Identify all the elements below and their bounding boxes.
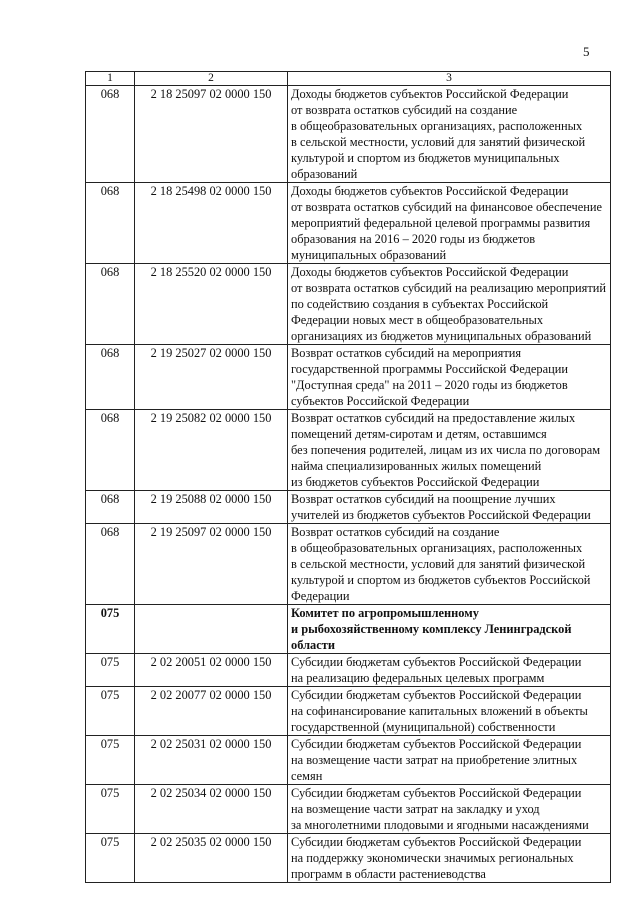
- description-text: Субсидии бюджетам субъектов Российской Федерации на поддержку экономически значимых региональных программ в области растениеводства: [291, 835, 582, 881]
- description-cell: [288, 86, 611, 183]
- table-row: [86, 654, 611, 687]
- description-cell: [288, 264, 611, 345]
- description-cell: [288, 491, 611, 524]
- revenue-code-cell: 2 02 20077 02 0000 150: [135, 687, 288, 736]
- description-cell: [288, 345, 611, 410]
- table-row: [86, 264, 611, 345]
- description-text: Субсидии бюджетам субъектов Российской Федерации на реализацию федеральных целевых программ: [291, 655, 582, 685]
- column-header-2: 2: [135, 72, 288, 86]
- description-text: Комитет по агропромышленному и рыбохозяйственному комплексу Ленинградской области: [291, 606, 572, 652]
- revenue-code-cell: 2 19 25027 02 0000 150: [135, 345, 288, 410]
- table-header-row: [86, 72, 611, 86]
- revenue-codes-table: [85, 71, 611, 883]
- description-cell: [288, 410, 611, 491]
- admin-code-cell: 075: [86, 605, 135, 654]
- description-text: Доходы бюджетов субъектов Российской Федерации от возврата остатков субсидий на финансовое обеспечение мероприятий федеральной целевой программы развития образования на 2016 – 2020 годы из бюджетов муниципальных образований: [291, 184, 602, 262]
- revenue-code-cell: 2 18 25097 02 0000 150: [135, 86, 288, 183]
- description-text: Субсидии бюджетам субъектов Российской Федерации на софинансирование капитальных вложений в объекты государственной (муниципальной) собственности: [291, 688, 588, 734]
- description-cell: [288, 687, 611, 736]
- admin-code-cell: 068: [86, 524, 135, 605]
- description-cell: [288, 183, 611, 264]
- revenue-code-cell: 2 19 25088 02 0000 150: [135, 491, 288, 524]
- table-row: [86, 491, 611, 524]
- admin-code-cell: 075: [86, 785, 135, 834]
- admin-code-cell: 068: [86, 491, 135, 524]
- description-text: Доходы бюджетов субъектов Российской Федерации от возврата остатков субсидий на создание в общеобразовательных организациях, расположенных в сельской местности, условий для занятий физической культурой и спортом из бюджетов муниципальных образований: [291, 87, 586, 181]
- revenue-code-cell: 2 02 25034 02 0000 150: [135, 785, 288, 834]
- table-row: [86, 687, 611, 736]
- description-cell: [288, 785, 611, 834]
- description-cell: [288, 834, 611, 883]
- admin-code-cell: 075: [86, 834, 135, 883]
- description-text: Субсидии бюджетам субъектов Российской Федерации на возмещение части затрат на приобретение элитных семян: [291, 737, 582, 783]
- revenue-code-cell: [135, 605, 288, 654]
- table-row: [86, 86, 611, 183]
- table-row: [86, 183, 611, 264]
- description-text: Возврат остатков субсидий на создание в общеобразовательных организациях, расположенных в сельской местности, условий для занятий физической культурой и спортом из бюджетов субъектов Российской Федерации: [291, 525, 591, 603]
- admin-code-cell: 068: [86, 345, 135, 410]
- description-text: Доходы бюджетов субъектов Российской Федерации от возврата остатков субсидий на реализацию мероприятий по содействию создания в субъектах Российской Федерации новых мест в общеобразовательных организациях из бюджетов муниципальных образований: [291, 265, 607, 343]
- column-header-3: 3: [288, 72, 611, 86]
- admin-code-cell: 075: [86, 736, 135, 785]
- column-header-1: 1: [86, 72, 135, 86]
- admin-code-cell: 075: [86, 687, 135, 736]
- admin-code-cell: 068: [86, 410, 135, 491]
- table-row: [86, 410, 611, 491]
- admin-code-cell: 068: [86, 86, 135, 183]
- description-cell: [288, 654, 611, 687]
- revenue-code-cell: 2 19 25082 02 0000 150: [135, 410, 288, 491]
- description-text: Возврат остатков субсидий на мероприятия государственной программы Российской Федерации "Доступная среда" на 2011 – 2020 годы из бюджетов субъектов Российской Федерации: [291, 346, 568, 408]
- table-row: [86, 345, 611, 410]
- description-text: Возврат остатков субсидий на поощрение лучших учителей из бюджетов субъектов Российской Федерации: [291, 492, 591, 522]
- description-text: Субсидии бюджетам субъектов Российской Федерации на возмещение части затрат на закладку и уход за многолетними плодовыми и ягодными насаждениями: [291, 786, 589, 832]
- revenue-code-cell: 2 02 25035 02 0000 150: [135, 834, 288, 883]
- page-number: 5: [583, 44, 590, 59]
- table-row: [86, 524, 611, 605]
- revenue-code-cell: 2 02 20051 02 0000 150: [135, 654, 288, 687]
- table-body: [86, 86, 611, 883]
- description-cell: [288, 605, 611, 654]
- description-cell: [288, 524, 611, 605]
- admin-code-cell: 075: [86, 654, 135, 687]
- description-cell: [288, 736, 611, 785]
- revenue-code-cell: 2 18 25498 02 0000 150: [135, 183, 288, 264]
- revenue-code-cell: 2 19 25097 02 0000 150: [135, 524, 288, 605]
- table-row: [86, 605, 611, 654]
- description-text: Возврат остатков субсидий на предоставление жилых помещений детям-сиротам и детям, оставшимся без попечения родителей, лицам из их числа по договорам найма специализированных жилых помещений из бюджетов субъектов Российской Федерации: [291, 411, 601, 489]
- revenue-code-cell: 2 18 25520 02 0000 150: [135, 264, 288, 345]
- revenue-code-cell: 2 02 25031 02 0000 150: [135, 736, 288, 785]
- table-row: [86, 834, 611, 883]
- admin-code-cell: 068: [86, 264, 135, 345]
- table-row: [86, 736, 611, 785]
- admin-code-cell: 068: [86, 183, 135, 264]
- table-row: [86, 785, 611, 834]
